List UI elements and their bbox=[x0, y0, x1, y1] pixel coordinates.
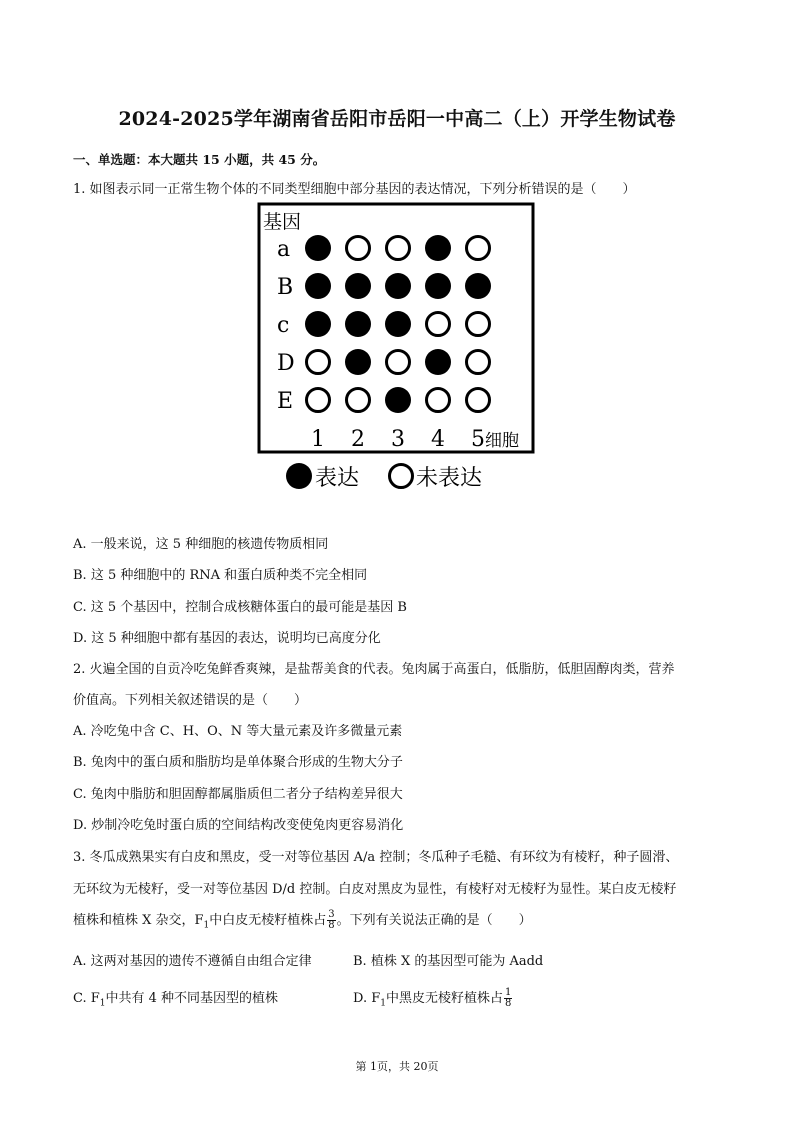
fraction-three-eighths bbox=[327, 910, 335, 931]
expression-dot-D-cell-5 bbox=[467, 351, 490, 374]
q1-option-d: D. 这 5 种细胞中都有基因的表达，说明均已高度分化 bbox=[73, 631, 381, 646]
q2-option-b: B. 兔肉中的蛋白质和脂肪均是单体聚合形成的生物大分子 bbox=[73, 755, 403, 770]
question-2-stem-line-1: 2. 火遍全国的自贡冷吃兔鲜香爽辣，是盐帮美食的代表。兔肉属于高蛋白，低脂肪，低胆固醇肉类，营养 bbox=[73, 662, 675, 677]
q3-option-a: A. 这两对基因的遗传不遵循自由组合定律 bbox=[73, 954, 312, 969]
gene-label-B: B bbox=[277, 275, 294, 300]
cell-label-4: 4 bbox=[431, 427, 445, 452]
fraction-numerator: 1 bbox=[505, 987, 512, 998]
gene-label-a: a bbox=[277, 237, 291, 262]
expression-dot-E-cell-3 bbox=[385, 387, 411, 413]
expression-dot-c-cell-3 bbox=[385, 311, 411, 337]
question-2-stem-line-2: 价值高。下列相关叙述错误的是（ ） bbox=[73, 693, 308, 708]
expression-dot-B-cell-4 bbox=[425, 273, 451, 299]
cell-label-1: 1 bbox=[311, 427, 325, 452]
figure-legend bbox=[286, 463, 482, 491]
page-title: 2024-2025学年湖南省岳阳市岳阳一中高二（上）开学生物试卷 bbox=[118, 108, 676, 130]
expression-dot-B-cell-3 bbox=[385, 273, 411, 299]
fraction-denominator: 8 bbox=[328, 920, 335, 931]
q1-option-b: B. 这 5 种细胞中的 RNA 和蛋白质种类不完全相同 bbox=[73, 568, 368, 583]
expression-dot-a-cell-1 bbox=[305, 235, 331, 261]
legend-expressed-label: 表达 bbox=[315, 466, 360, 491]
cell-label-2: 2 bbox=[351, 427, 365, 452]
cell-axis-label: 细胞 bbox=[485, 431, 519, 451]
question-1-stem: 1. 如图表示同一正常生物个体的不同类型细胞中部分基因的表达情况，下列分析错误的是（ ） bbox=[73, 182, 636, 197]
gene-label-c: c bbox=[277, 313, 290, 338]
q3-option-d-subscript: 1 bbox=[380, 998, 386, 1009]
gene-label-D: D bbox=[277, 351, 295, 376]
expression-dot-c-cell-2 bbox=[345, 311, 371, 337]
q3-line3-part-b: 中白皮无棱籽植株占 bbox=[209, 913, 327, 928]
fraction-denominator: 8 bbox=[505, 998, 512, 1009]
fraction-numerator: 3 bbox=[328, 909, 335, 920]
q3-line3-part-c: 。下列有关说法正确的是（ ） bbox=[336, 913, 532, 928]
legend-not-expressed-label: 未表达 bbox=[416, 466, 483, 491]
expression-dot-B-cell-5 bbox=[465, 273, 491, 299]
expression-dot-E-cell-1 bbox=[307, 389, 330, 412]
expression-dot-E-cell-2 bbox=[347, 389, 370, 412]
q3-line3-subscript: 1 bbox=[203, 920, 210, 931]
q3-line3-part-a: 植株和植株 X 杂交，F bbox=[73, 913, 204, 928]
question-3-stem-line-2: 无环纹为无棱籽，受一对等位基因 D/d 控制。白皮对黑皮为显性，有棱籽对无棱籽为显性。某白皮无棱籽 bbox=[73, 882, 677, 897]
q2-option-a: A. 冷吃兔中含 C、H、O、N 等大量元素及许多微量元素 bbox=[73, 724, 403, 739]
q1-option-c: C. 这 5 个基因中，控制合成核糖体蛋白的最可能是基因 B bbox=[73, 600, 407, 615]
expression-dot-a-cell-3 bbox=[387, 237, 410, 260]
expression-dot-D-cell-4 bbox=[425, 349, 451, 375]
expression-dot-B-cell-1 bbox=[305, 273, 331, 299]
expression-dot-a-cell-2 bbox=[347, 237, 370, 260]
q3-option-b: B. 植株 X 的基因型可能为 Aadd bbox=[353, 954, 544, 969]
section-heading: 一、单选题：本大题共 15 小题，共 45 分。 bbox=[73, 152, 326, 167]
q3-option-d-part-b: 中黑皮无棱籽植株占 bbox=[385, 991, 503, 1006]
cell-label-5: 5 bbox=[471, 427, 485, 452]
gene-axis-label: 基因 bbox=[263, 211, 302, 233]
expression-dot-a-cell-5 bbox=[467, 237, 490, 260]
expression-dot-c-cell-1 bbox=[305, 311, 331, 337]
legend-not-expressed-dot bbox=[390, 465, 413, 488]
q3-option-d bbox=[353, 987, 513, 1009]
q3-option-c-part-b: 中共有 4 种不同基因型的植株 bbox=[105, 991, 279, 1006]
expression-dot-D-cell-2 bbox=[345, 349, 371, 375]
expression-dot-c-cell-5 bbox=[467, 313, 490, 336]
q3-option-c bbox=[73, 987, 278, 1009]
question-3-stem-line-1: 3. 冬瓜成熟果实有白皮和黑皮，受一对等位基因 A/a 控制；冬瓜种子毛糙、有环纹为有棱籽，种子圆滑、 bbox=[73, 850, 679, 865]
expression-dot-c-cell-4 bbox=[427, 313, 450, 336]
expression-dot-D-cell-1 bbox=[307, 351, 330, 374]
expression-dot-B-cell-2 bbox=[345, 273, 371, 299]
q3-option-c-subscript: 1 bbox=[99, 998, 106, 1009]
expression-dot-E-cell-5 bbox=[467, 389, 490, 412]
expression-dot-a-cell-4 bbox=[425, 235, 451, 261]
q3-option-d-part-a: D. F bbox=[353, 991, 381, 1006]
expression-dot-D-cell-3 bbox=[387, 351, 410, 374]
q3-option-c-part-a: C. F bbox=[73, 991, 100, 1006]
question-3-stem-line-3 bbox=[73, 909, 532, 931]
page-footer: 第 1页，共 20页 bbox=[355, 1060, 439, 1073]
cell-label-3: 3 bbox=[391, 427, 405, 452]
q2-option-d: D. 炒制冷吃兔时蛋白质的空间结构改变使兔肉更容易消化 bbox=[73, 818, 404, 833]
q2-option-c: C. 兔肉中脂肪和胆固醇都属脂质但二者分子结构差异很大 bbox=[73, 787, 403, 802]
gene-expression-figure bbox=[255, 200, 537, 500]
gene-label-E: E bbox=[277, 389, 294, 414]
expression-dot-E-cell-4 bbox=[427, 389, 450, 412]
q1-option-a: A. 一般来说，这 5 种细胞的核遗传物质相同 bbox=[73, 537, 329, 552]
fraction-one-eighth bbox=[504, 988, 512, 1009]
legend-expressed-dot bbox=[286, 463, 312, 489]
